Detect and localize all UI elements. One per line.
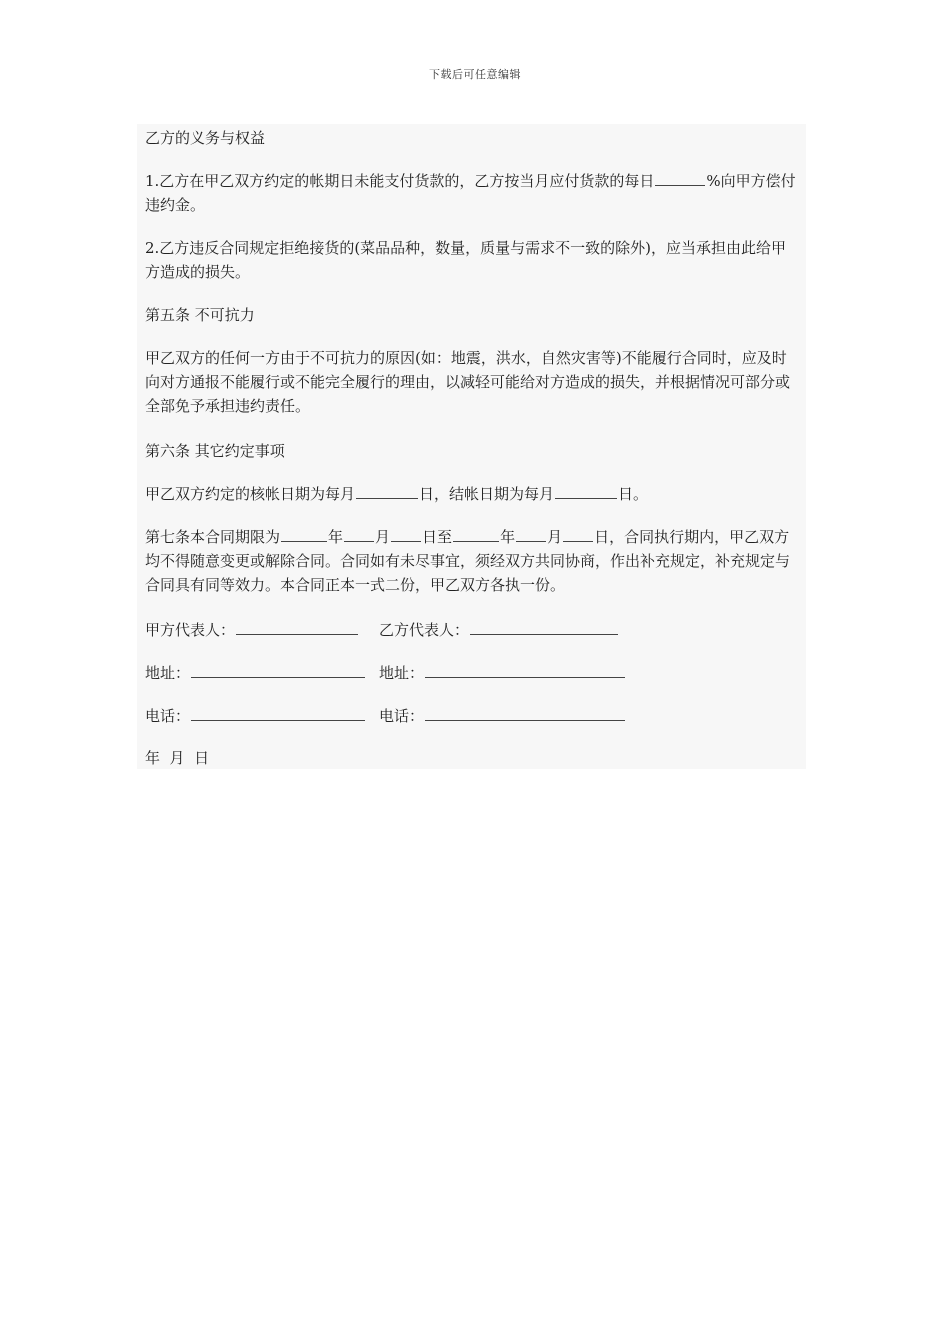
party-b-rep-label: 乙方代表人： (379, 621, 470, 639)
party-a-rep-blank (236, 620, 358, 635)
end-day-blank (563, 527, 593, 542)
article-7-year-label-2: 年 (500, 528, 516, 546)
article-7-month-label-2: 月 (547, 528, 563, 546)
contract-content (137, 124, 806, 769)
article-7-day-to-label: 日至 (422, 528, 453, 546)
article-6-text-b: 日，结帐日期为每月 (419, 485, 555, 503)
article-7-text-a: 第七条本合同期限为 (145, 528, 281, 546)
party-b-rep (379, 618, 619, 642)
address-b-blank (425, 663, 625, 678)
signature-row-rep (145, 618, 470, 642)
yi-item-1 (145, 169, 800, 217)
start-day-blank (391, 527, 421, 542)
article-6-text-a: 甲乙双方约定的核帐日期为每月 (145, 485, 356, 503)
start-month-blank (344, 527, 374, 542)
settle-date-blank (555, 484, 617, 499)
yi-obligations-title: 乙方的义务与权益 (145, 129, 266, 147)
check-date-blank (356, 484, 418, 499)
signature-row-phone (145, 704, 425, 728)
article-7-text-b: 日，合同执行期内，甲乙双方均不得随意变更或解除合同。合同如有未尽事宜，须经双方共同协商，作出补充规定，补充规定与合同具有同等效力。本合同正本一式二份，甲乙双方各执一份。 (145, 528, 791, 594)
end-year-blank (453, 527, 499, 542)
signature-row-address (145, 661, 425, 685)
article-6-title: 第六条 其它约定事项 (145, 442, 285, 460)
phone-a-label: 电话： (145, 707, 191, 725)
yi-item-2: 2.乙方违反合同规定拒绝接货的(菜品品种，数量，质量与需求不一致的除外)，应当承担由此给甲方造成的损失。 (145, 239, 787, 281)
party-a-rep-label: 甲方代表人： (145, 621, 236, 639)
end-month-blank (516, 527, 546, 542)
phone-b-label: 电话： (379, 707, 425, 725)
yi-item-1-text-a: 1.乙方在甲乙双方约定的帐期日未能支付货款的，乙方按当月应付货款的每日 (145, 172, 655, 190)
party-b-rep-blank (470, 620, 618, 635)
signature-date: 年 月 日 (145, 749, 210, 767)
address-a-label: 地址： (145, 664, 191, 682)
article-7-year-label: 年 (328, 528, 344, 546)
article-5-body: 甲乙双方的任何一方由于不可抗力的原因(如：地震，洪水，自然灾害等)不能履行合同时，应及时向对方通报不能履行或不能完全履行的理由，以减轻可能给对方造成的损失，并根据情况可部分或全部免予承担违约责任。 (145, 349, 791, 415)
address-b (379, 661, 626, 685)
start-year-blank (281, 527, 327, 542)
page-header: 下载后可任意编辑 (429, 68, 521, 81)
address-a-blank (191, 663, 365, 678)
address-b-label: 地址： (379, 664, 425, 682)
yi-item-1-text-b: %向甲方偿付违约金。 (145, 172, 796, 214)
article-7-body (145, 525, 800, 597)
penalty-rate-blank (655, 171, 705, 186)
article-5-title: 第五条 不可抗力 (145, 306, 255, 324)
article-6-body (145, 482, 800, 506)
phone-b (379, 704, 626, 728)
phone-a-blank (191, 706, 365, 721)
article-6-text-c: 日。 (618, 485, 649, 503)
article-7-month-label: 月 (375, 528, 391, 546)
phone-b-blank (425, 706, 625, 721)
